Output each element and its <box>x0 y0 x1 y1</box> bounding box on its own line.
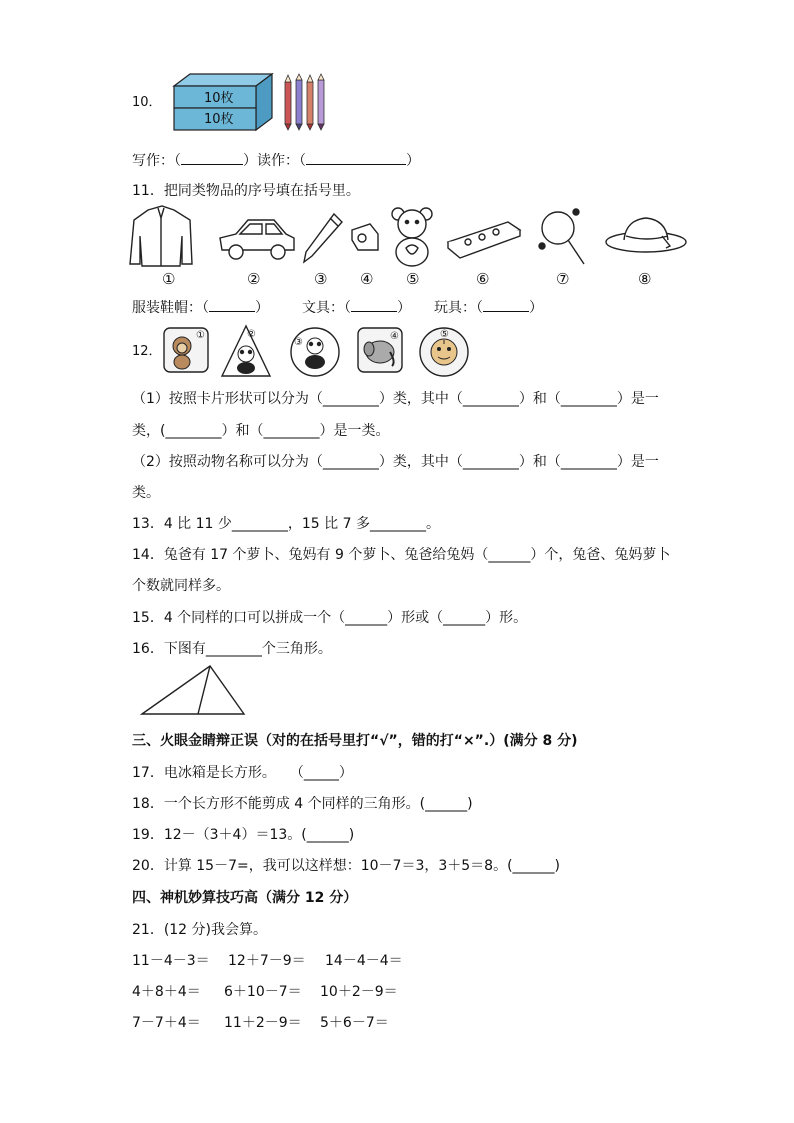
item-number-6: ⑥ <box>476 270 490 288</box>
item-number-4: ④ <box>360 270 374 288</box>
rattle-drum-icon <box>539 209 584 264</box>
item-number-7: ⑦ <box>556 270 570 288</box>
panda-triangle-card-icon <box>222 326 270 376</box>
shirt-icon <box>130 206 192 266</box>
section-3-heading: 三、火眼金睛辩正误（对的在括号里打“√”，错的打“×”.）(满分 8 分) <box>132 733 578 749</box>
q18: 18．一个长方形不能剪成 4 个同样的三角形。(______) <box>132 796 473 812</box>
calc-row-3-c: 5＋6－7＝ <box>320 1015 389 1031</box>
q12-part1-line2: 类，(________）和（________）是一类。 <box>132 423 390 439</box>
q21: 21．(12 分)我会算。 <box>132 922 268 938</box>
q14-line2: 个数就同样多。 <box>132 578 230 594</box>
calc-row-3-a: 7－7＋4＝ <box>132 1015 201 1031</box>
teddy-bear-icon <box>392 208 432 266</box>
sharpener-icon <box>352 224 378 250</box>
box-label-top: 10枚 <box>204 91 234 106</box>
write-blank[interactable] <box>181 152 243 165</box>
item-number-2: ② <box>247 270 261 288</box>
hat-icon <box>606 218 686 252</box>
calc-row-2-c: 10＋2－9＝ <box>320 984 398 1000</box>
q14-line1: 14．兔爸有 17 个萝卜、兔妈有 9 个萝卜、兔爸给兔妈（______）个，兔爸、兔妈萝卜 <box>132 547 671 563</box>
item-number-1: ① <box>162 270 176 288</box>
toys-blank[interactable] <box>483 299 529 312</box>
section-4-heading: 四、神机妙算技巧高（满分 12 分） <box>132 890 358 906</box>
read-label: ）读作：（ <box>243 153 306 169</box>
calc-row-2-a: 4＋8＋4＝ <box>132 984 201 1000</box>
pencils-icon <box>284 74 332 132</box>
animal-cards-illustration <box>160 324 480 380</box>
card-number-3: ③ <box>294 337 303 348</box>
category-stationery: 文具：（ ） <box>302 300 411 316</box>
toy-phone-icon <box>448 222 520 258</box>
calc-row-3-b: 11＋2－9＝ <box>224 1015 302 1031</box>
pen-icon <box>304 214 342 262</box>
card-number-2: ② <box>247 329 256 340</box>
calc-row-1-a: 11－4－3＝ <box>132 953 210 969</box>
q12-part2-line2: 类。 <box>132 485 160 501</box>
card-number-1: ① <box>196 330 205 341</box>
items-row-illustration <box>130 206 690 270</box>
car-icon <box>220 220 294 259</box>
category-clothing: 服装鞋帽：（ ） <box>132 300 269 316</box>
q12-part1-line1: （1）按照卡片形状可以分为（________）类，其中（________）和（________）是一 <box>132 391 659 407</box>
q13: 13．4 比 11 少________，15 比 7 多________。 <box>132 516 440 532</box>
card-number-5: ⑤ <box>440 329 449 340</box>
item-number-8: ⑧ <box>638 270 652 288</box>
box-label-bottom: 10枚 <box>204 112 234 127</box>
q17: 17．电冰箱是长方形。 （_____） <box>132 765 353 781</box>
panda-circle-card-icon <box>291 328 339 376</box>
card-number-4: ④ <box>390 331 399 342</box>
calc-row-1-c: 14－4－4＝ <box>325 953 403 969</box>
q19: 19．12－（3＋4）＝13。(______) <box>132 827 355 843</box>
item-number-5: ⑤ <box>406 270 420 288</box>
stationery-blank[interactable] <box>351 299 397 312</box>
calc-row-1-b: 12＋7－9＝ <box>228 953 306 969</box>
q12-number: 12． <box>132 344 162 359</box>
triangle-figure <box>138 664 248 718</box>
calc-row-2-b: 6＋10－7＝ <box>224 984 302 1000</box>
q15: 15．4 个同样的口可以拼成一个（______）形或（______）形。 <box>132 610 528 626</box>
write-label: 写作：（ <box>132 153 181 169</box>
clothing-blank[interactable] <box>209 299 255 312</box>
read-blank[interactable] <box>306 152 406 165</box>
q16: 16．下图有________个三角形。 <box>132 641 332 657</box>
q20: 20．计算 15－7=，我可以这样想：10－7＝3，3＋5＝8。(______) <box>132 858 560 874</box>
category-toys: 玩具：（ ） <box>434 300 543 316</box>
q10-answer-line <box>132 152 420 168</box>
close-paren: ） <box>406 153 420 169</box>
q12-part2-line1: （2）按照动物名称可以分为（________）类，其中（________）和（________）是一 <box>132 454 659 470</box>
item-number-3: ③ <box>314 270 328 288</box>
q11-prompt: 11．把同类物品的序号填在括号里。 <box>132 183 360 199</box>
q10-number: 10． <box>132 95 162 110</box>
